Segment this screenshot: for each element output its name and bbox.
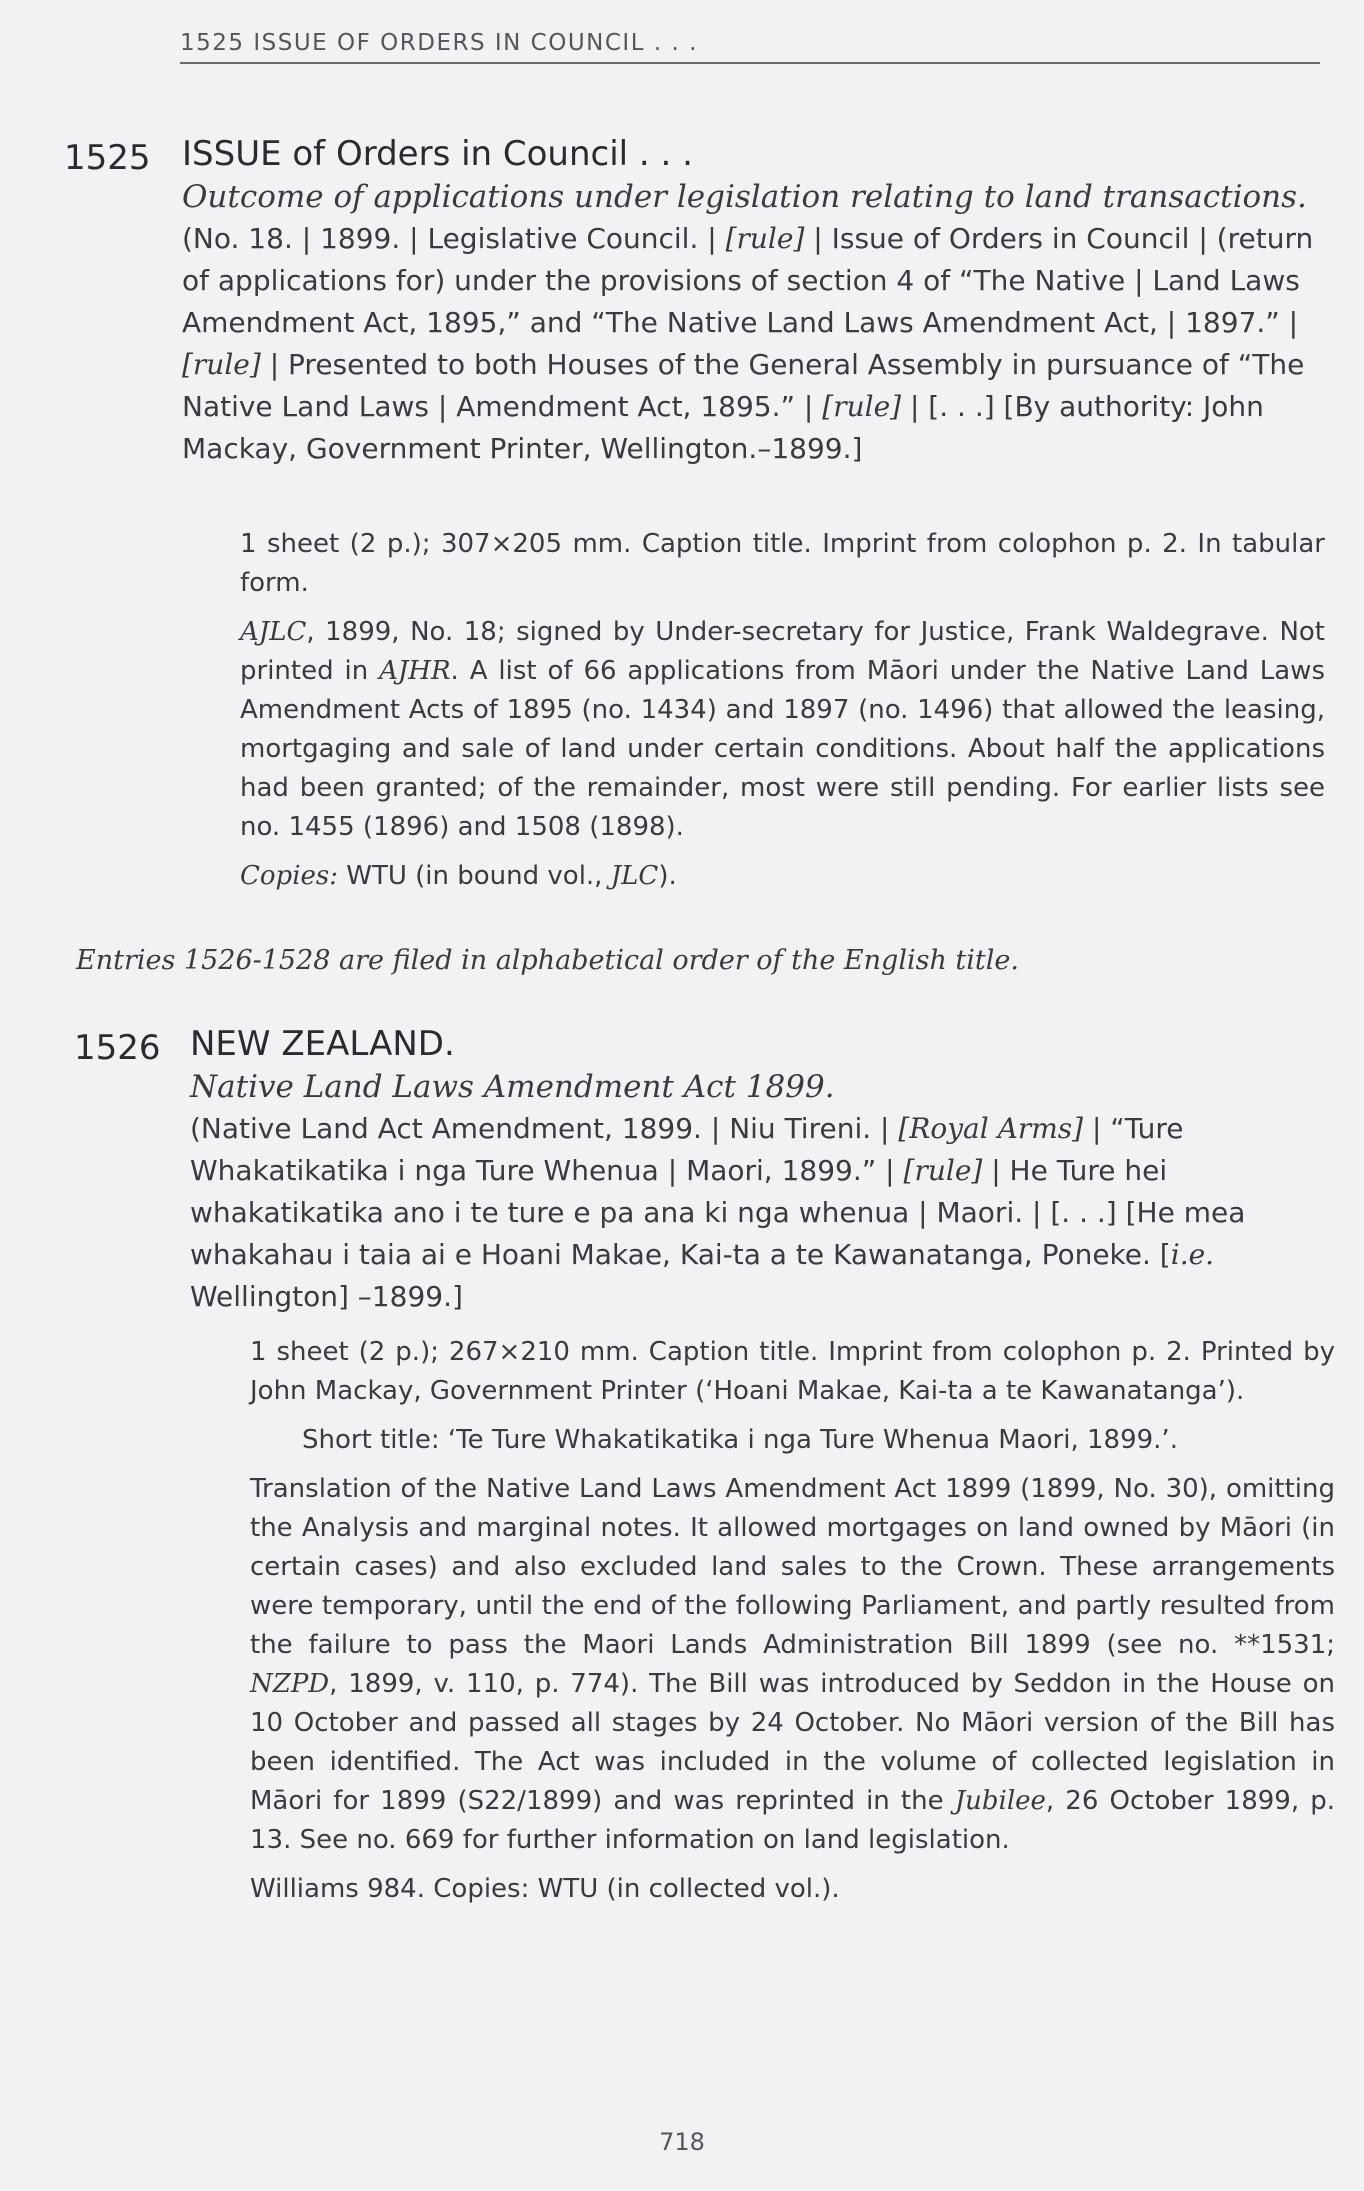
copies-end: ).	[658, 861, 677, 891]
entry-1525-notes	[240, 525, 1325, 906]
entry-1526-title: Native Land Laws Amendment Act 1899.	[190, 1069, 835, 1105]
entry-1525-heading: ISSUE of Orders in Council . . .	[182, 134, 693, 174]
entry-1525-physical: 1 sheet (2 p.); 307×205 mm. Caption title. Imprint from colophon p. 2. In tabular form.	[240, 529, 1325, 598]
entry-1526-references: Williams 984. Copies: WTU (in collected vol.).	[250, 1874, 840, 1904]
n3: , 26 October 1899, p. 13. See no. 669 for further information on land legislation.	[250, 1786, 1335, 1855]
rule-1: [rule]	[725, 222, 805, 255]
nzpd: NZPD	[250, 1669, 330, 1699]
copies-jlc: JLC	[610, 861, 659, 891]
entry-1525-copies	[240, 857, 1325, 896]
t2: | Issue of Orders in Council | (return of applications for) under the provisions of section 4 of “The Native | Land Laws Amendment Act, 1895,” and “The Native Land Laws Amendment Act, | 1897.” |	[182, 222, 1314, 339]
t1: (Native Land Act Amendment, 1899. | Niu Tireni. |	[190, 1112, 899, 1145]
n2: . A list of 66 applications from Māori under the Native Land Laws Amendment Acts of 1895 (no. 1434) and 1897 (no. 1496) that allowed the leasing, mortgaging and sale of land under certain conditions. About half the applications had been granted; of the remainder, most were still pending. For earlier lists see no. 1455 (1896) and 1508 (1898).	[240, 656, 1325, 842]
copies-label: Copies:	[240, 861, 338, 891]
ie: i.e.	[1170, 1238, 1215, 1271]
entry-1526	[190, 1022, 1320, 1318]
t1: (No. 18. | 1899. | Legislative Council. |	[182, 222, 726, 255]
t4: | [. . .] [By authority: John Mackay, Government Printer, Wellington.–1899.]	[182, 390, 1264, 465]
t2: | “Ture Whakatikatika i nga Ture Whenua | Maori, 1899.” |	[190, 1112, 1184, 1187]
jubilee: Jubilee	[954, 1786, 1046, 1816]
page-number: 718	[659, 2128, 705, 2156]
entry-1526-heading: NEW ZEALAND.	[190, 1024, 455, 1064]
entry-1526-annotation	[250, 1470, 1335, 1860]
n1: Translation of the Native Land Laws Amendment Act 1899 (1899, No. 30), omitting the Analysis and marginal notes. It allowed mortgages on land owned by Māori (in certain cases) and also excluded land sales to the Crown. These arrangements were temporary, until the end of the following Parliament, and partly resulted from the failure to pass the Maori Lands Administration Bill 1899 (see no. **1531;	[250, 1474, 1335, 1660]
t3: | He Ture hei whakatikatika ano i te ture e pa ana ki nga whenua | Maori. | [. . .] [He mea whakahau i taia ai e Hoani Makae, Kai-ta a te Kawanatanga, Poneke. [	[190, 1154, 1246, 1271]
t3: | Presented to both Houses of the General Assembly in pursuance of “The Native Land Laws | Amendment Act, 1895.” |	[182, 348, 1305, 423]
entry-1525	[182, 132, 1322, 470]
ajhr: AJHR	[379, 656, 451, 686]
ajlc: AJLC	[240, 617, 307, 647]
filing-note: Entries 1526-1528 are filed in alphabetical order of the English title.	[76, 945, 1019, 976]
entry-1525-transcription	[182, 218, 1322, 470]
copies-text: WTU (in bound vol.,	[338, 861, 611, 891]
entry-1526-notes	[250, 1333, 1335, 1919]
entry-1526-transcription	[190, 1108, 1320, 1318]
entry-1526-physical: 1 sheet (2 p.); 267×210 mm. Caption title. Imprint from colophon p. 2. Printed by John Mackay, Government Printer (‘Hoani Makae, Kai-ta a te Kawanatanga’).	[250, 1337, 1335, 1406]
entry-1526-short-title: Short title: ‘Te Ture Whakatikatika i nga Ture Whenua Maori, 1899.’.	[302, 1425, 1178, 1455]
entry-number-1526: 1526	[74, 1028, 161, 1068]
entry-number-1525: 1525	[64, 138, 151, 178]
running-head: 1525 ISSUE OF ORDERS IN COUNCIL . . .	[180, 30, 1320, 64]
royal-arms: [Royal Arms]	[898, 1112, 1084, 1145]
t4: Wellington] –1899.]	[190, 1280, 463, 1313]
n1: , 1899, No. 18; signed by Under-secretary for Justice, Frank Waldegrave. Not printed in	[240, 617, 1325, 686]
rule-2: [rule]	[182, 348, 261, 381]
n2: , 1899, v. 110, p. 774). The Bill was introduced by Seddon in the House on 10 October and passed all stages by 24 October. No Māori version of the Bill has been identified. The Act was included in the volume of collected legislation in Māori for 1899 (S22/1899) and was reprinted in the	[250, 1669, 1335, 1816]
entry-1525-title: Outcome of applications under legislation relating to land transactions.	[182, 179, 1307, 215]
entry-1525-annotation	[240, 613, 1325, 847]
rule-3: [rule]	[822, 390, 902, 423]
rule: [rule]	[903, 1154, 983, 1187]
